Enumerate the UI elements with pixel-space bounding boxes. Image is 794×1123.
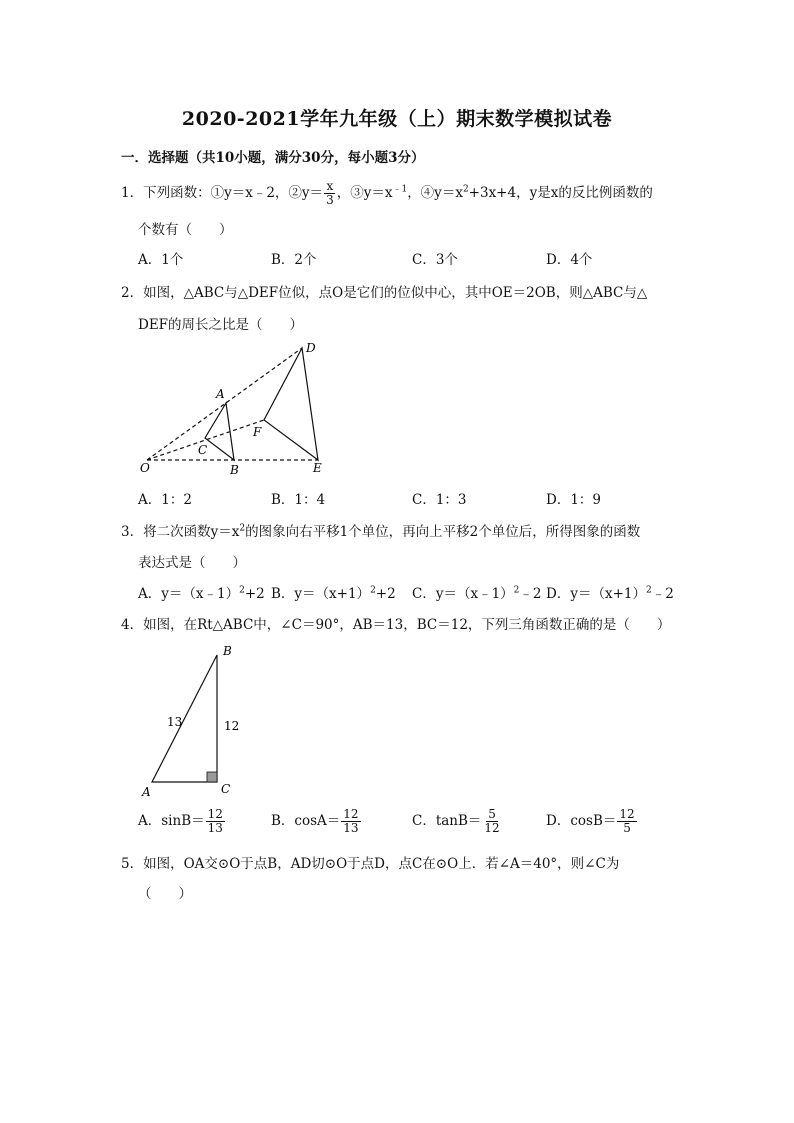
q4-option-c	[412, 808, 503, 835]
q3-text-b: 的图象向右平移1个单位，再向上平移2个单位后，所得图象的函数	[245, 524, 641, 540]
q4-opt-b-num: 12	[343, 807, 359, 821]
q4-opt-a-frac	[206, 808, 225, 835]
label-a-q4: A	[142, 785, 151, 799]
triangle-abc	[205, 403, 234, 460]
q4-opt-b-pre: B．cosA＝	[271, 813, 341, 829]
q4-right-triangle-figure	[135, 640, 255, 800]
label-b: B	[230, 463, 239, 477]
q3-text-a: 3．将二次函数y＝x	[121, 524, 240, 540]
q4-option-d	[546, 808, 638, 835]
q3-opt-c-tail: ﹣2	[519, 586, 542, 602]
question-3-line-2: 表达式是（ ）	[138, 555, 246, 571]
q4-opt-c-den: 12	[484, 821, 500, 835]
q3-option-b	[271, 582, 396, 602]
triangle-abc-right	[152, 655, 217, 782]
question-3-line-1	[121, 520, 640, 540]
q4-opt-d-pre: D．cosB＝	[546, 813, 617, 829]
q3-opt-d-tail: ﹣2	[651, 586, 674, 602]
triangle-def	[264, 348, 318, 460]
q4-opt-c-pre: C．tanB＝	[412, 813, 482, 829]
label-f: F	[253, 425, 262, 439]
label-e: E	[313, 461, 322, 475]
q1-text-b: y＝x﹣2，②y＝	[224, 185, 324, 201]
label-c-q4: C	[221, 782, 231, 796]
q1-fraction	[324, 180, 336, 207]
q3-opt-a-tail: +2	[244, 586, 265, 602]
question-1-line-1	[121, 180, 653, 207]
question-1-line-2: 个数有（ ）	[138, 222, 233, 238]
q1-exp-2: 2	[462, 184, 469, 195]
q1-option-b: B．2个	[271, 252, 317, 268]
label-c: C	[198, 443, 208, 457]
question-4-line-1: 4．如图，在Rt△ABC中，∠C＝90°，AB＝13，BC＝12，下列三角函数正确的是（ ）	[121, 617, 671, 633]
q2-option-a: A．1：2	[138, 492, 192, 508]
q3-opt-b-sup: 2	[370, 585, 376, 596]
q3-opt-b-tail: +2	[375, 586, 396, 602]
q3-opt-a-main: A．y＝（x﹣1）	[138, 586, 240, 602]
q1-option-a: A．1个	[138, 252, 184, 268]
label-a: A	[216, 387, 225, 401]
q4-option-b	[271, 808, 362, 835]
q2-option-d: D．1：9	[546, 492, 602, 508]
label-bc-length: 12	[224, 719, 240, 733]
q4-opt-b-frac	[341, 808, 360, 835]
q1-option-c: C．3个	[412, 252, 458, 268]
q4-opt-a-den: 13	[207, 821, 223, 835]
question-5-line-1: 5．如图，OA交⊙O于点B，AD切⊙O于点D，点C在⊙O上．若∠A＝40°，则∠C为	[121, 856, 620, 872]
q1-exp-neg1: ﹣1	[392, 184, 408, 195]
q3-opt-c-sup: 2	[513, 585, 520, 596]
right-angle-mark	[207, 772, 217, 782]
dashed-line-od	[147, 348, 302, 460]
q1-text-e: +3x+4，y是x的反比例函数的	[468, 185, 653, 201]
q1-text-a: 1．下列函数：①	[121, 185, 225, 201]
label-b-q4: B	[223, 644, 232, 658]
q4-option-a	[138, 808, 226, 835]
q3-opt-c-main: C．y＝（x﹣1）	[412, 586, 514, 602]
q4-opt-c-num: 5	[488, 807, 496, 821]
q3-opt-b-main: B．y＝（x+1）	[271, 586, 371, 602]
q1-option-d: D．4个	[546, 252, 593, 268]
question-5-line-2: （ ）	[138, 886, 192, 902]
label-o: O	[140, 461, 150, 475]
q3-opt-a-sup: 2	[239, 585, 245, 596]
q1-text-c: ，③y＝x	[336, 185, 393, 201]
q1-frac-num: x	[326, 179, 334, 193]
question-2-line-1: 2．如图，△ABC与△DEF位似，点O是它们的位似中心，其中OE＝2OB，则△ABC与△	[121, 285, 648, 301]
section-heading: 一．选择题（共10小题，满分30分，每小题3分）	[121, 150, 425, 166]
q2-option-c: C．1：3	[412, 492, 467, 508]
q4-opt-d-num: 12	[619, 807, 635, 821]
q4-opt-a-num: 12	[207, 807, 223, 821]
q2-option-b: B．1：4	[271, 492, 326, 508]
q3-option-a	[138, 582, 265, 602]
q3-opt-d-main: D．y＝（x+1）	[546, 586, 646, 602]
question-2-line-2: DEF的周长之比是（ ）	[138, 317, 304, 333]
q2-similar-triangles-figure	[130, 338, 350, 480]
q3-option-d	[546, 582, 674, 602]
q3-option-c	[412, 582, 542, 602]
q4-opt-a-pre: A．sinB＝	[138, 813, 205, 829]
q4-opt-b-den: 13	[343, 821, 359, 835]
q4-opt-d-frac	[617, 808, 636, 835]
q3-exp: 2	[239, 523, 246, 534]
q1-frac-den: 3	[326, 193, 334, 207]
q3-opt-d-sup: 2	[645, 585, 652, 596]
label-ab-length: 13	[167, 715, 183, 729]
q1-text-d: ，④y＝x	[407, 185, 463, 201]
q4-opt-d-den: 5	[623, 821, 631, 835]
page-title: 2020-2021学年九年级（上）期末数学模拟试卷	[181, 108, 613, 130]
label-d: D	[306, 341, 316, 355]
q4-opt-c-frac	[482, 808, 501, 835]
